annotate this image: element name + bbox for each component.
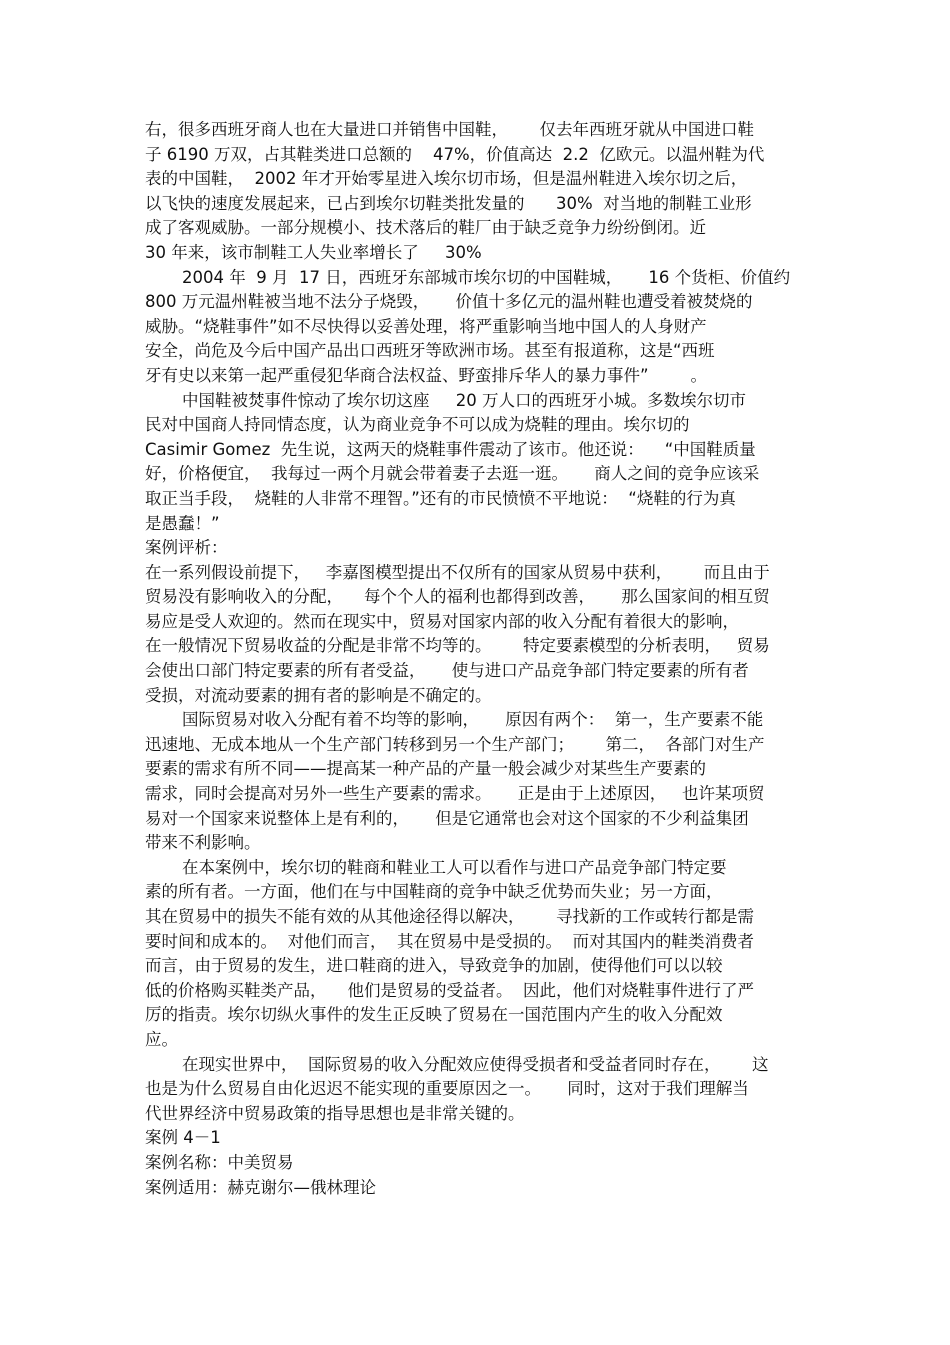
text-line: 30 年来，该市制鞋工人失业率增长了 30% (145, 242, 482, 262)
text-line: 要时间和成本的。 对他们而言， 其在贸易中是受损的。 而对其国内的鞋类消费者 (145, 931, 754, 951)
text-line: Casimir Gomez 先生说，这两天的烧鞋事件震动了该市。他还说： “中国鞋质量 (145, 439, 756, 459)
text-line: 威胁。“烧鞋事件”如不尽快得以妥善处理，将严重影响当地中国人的人身财产 (145, 316, 707, 336)
text-line: 也是为什么贸易自由化迟迟不能实现的重要原因之一。 同时，这对于我们理解当 (145, 1079, 749, 1099)
text-line: 在一系列假设前提下， 李嘉图模型提出不仅所有的国家从贸易中获利， 而且由于 (145, 562, 770, 582)
text-line: 迅速地、无成本地从一个生产部门转移到另一个生产部门； 第二， 各部门对生产 (145, 734, 765, 754)
text-line: 其在贸易中的损失不能有效的从其他途径得以解决， 寻找新的工作或转行都是需 (145, 907, 754, 926)
text-line: 安全，尚危及今后中国产品出口西班牙等欧洲市场。甚至有报道称，这是“西班 (145, 341, 715, 361)
text-line: 应。 (145, 1029, 178, 1049)
text-line: 案例适用：赫克谢尔—俄林理论 (145, 1177, 376, 1197)
text-line: 带来不利影响。 (145, 833, 261, 853)
text-line: 案例名称：中美贸易 (145, 1152, 294, 1172)
text-line: 而言，由于贸易的发生，进口鞋商的进入，导致竞争的加剧，使得他们可以以较 (145, 956, 723, 976)
text-line: 在现实世界中， 国际贸易的收入分配效应使得受损者和受益者同时存在， 这 (182, 1054, 769, 1074)
text-line: 在一般情况下贸易收益的分配是非常不均等的。 特定要素模型的分析表明， 贸易 (145, 636, 770, 656)
text-line: 会使出口部门特定要素的所有者受益， 使与进口产品竞争部门特定要素的所有者 (145, 661, 749, 681)
text-line: 取正当手段， 烧鞋的人非常不理智。”还有的市民愤愤不平地说： “烧鞋的行为真 (145, 488, 736, 508)
text-line: 受损，对流动要素的拥有者的影响是不确定的。 (145, 685, 492, 705)
text-line: 案例评析： (145, 538, 228, 558)
text-line: 代世界经济中贸易政策的指导思想也是非常关键的。 (145, 1103, 525, 1123)
text-line: 表的中国鞋， 2002 年才开始零星进入埃尔切市场，但是温州鞋进入埃尔切之后， (145, 169, 748, 189)
document-page (145, 118, 810, 1200)
text-line: 是愚蠢！” (145, 513, 220, 533)
text-line: 易应是受人欢迎的。然而在现实中，贸易对国家内部的收入分配有着很大的影响， (145, 611, 739, 631)
text-line: 需求，同时会提高对另外一些生产要素的需求。 正是由于上述原因， 也许某项贸 (145, 784, 765, 804)
text-line: 800 万元温州鞋被当地不法分子烧毁， 价值十多亿元的温州鞋也遭受着被焚烧的 (145, 292, 753, 312)
text-line: 中国鞋被焚事件惊动了埃尔切这座 20 万人口的西班牙小城。多数埃尔切市 (182, 390, 746, 410)
text-line: 要素的需求有所不同——提高某一种产品的产量一般会减少对某些生产要素的 (145, 759, 706, 779)
text-line: 素的所有者。一方面，他们在与中国鞋商的竞争中缺乏优势而失业；另一方面， (145, 882, 723, 902)
text-line: 以飞快的速度发展起来，已占到埃尔切鞋类批发量的 30% 对当地的制鞋工业形 (145, 193, 752, 213)
text-line: 牙有史以来第一起严重侵犯华商合法权益、野蛮排斥华人的暴力事件” 。 (145, 365, 708, 385)
text-line: 2004 年 9 月 17 日，西班牙东部城市埃尔切的中国鞋城， 16 个货柜、价值约 (182, 267, 791, 287)
text-line: 贸易没有影响收入的分配， 每个个人的福利也都得到改善， 那么国家间的相互贸 (145, 587, 770, 607)
text-line: 在本案例中，埃尔切的鞋商和鞋业工人可以看作与进口产品竞争部门特定要 (182, 857, 727, 877)
text-line: 低的价格购买鞋类产品， 他们是贸易的受益者。 因此，他们对烧鞋事件进行了严 (145, 980, 754, 1000)
text-line: 右，很多西班牙商人也在大量进口并销售中国鞋， 仅去年西班牙就从中国进口鞋 (145, 120, 754, 139)
text-line: 成了客观威胁。一部分规模小、技术落后的鞋厂由于缺乏竞争力纷纷倒闭。近 (145, 218, 706, 238)
text-line: 子 6190 万双，占其鞋类进口总额的 47%，价值高达 2.2 亿欧元。以温州鞋为代 (145, 144, 765, 164)
text-line: 国际贸易对收入分配有着不均等的影响， 原因有两个： 第一，生产要素不能 (182, 710, 764, 730)
text-line: 民对中国商人持同情态度，认为商业竞争不可以成为烧鞋的理由。埃尔切的 (145, 415, 690, 435)
text-line: 好，价格便宜， 我每过一两个月就会带着妻子去逛一逛。 商人之间的竞争应该采 (145, 464, 760, 484)
text-line: 厉的指责。埃尔切纵火事件的发生正反映了贸易在一国范围内产生的收入分配效 (145, 1005, 723, 1025)
text-line: 案例 4－1 (145, 1128, 221, 1148)
text-line: 易对一个国家来说整体上是有利的， 但是它通常也会对这个国家的不少利益集团 (145, 808, 749, 828)
